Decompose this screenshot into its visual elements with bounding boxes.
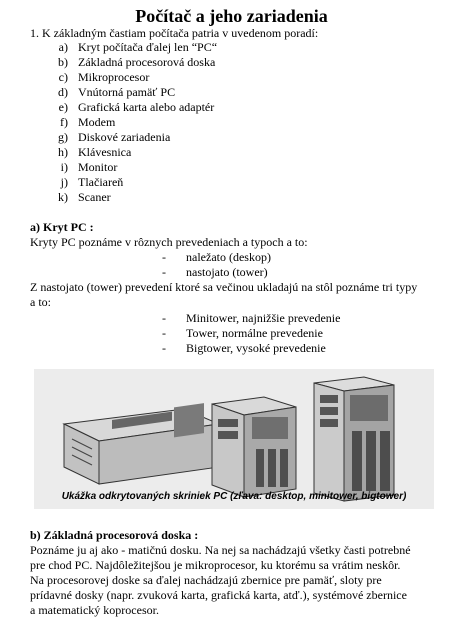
pc-cases-illustration — [34, 369, 434, 509]
list-item: i) Monitor — [60, 160, 118, 174]
list-item: f) Modem — [60, 115, 116, 129]
section-a-paragraph: a to: — [30, 295, 51, 309]
list-item: d) Vnútorná pamäť PC — [58, 85, 176, 99]
section-a-heading: a) Kryt PC : — [30, 220, 94, 234]
list-item: c) Mikroprocesor — [58, 70, 150, 84]
figure-caption: Ukážka odkrytovaných skriniek PC (zľava: desktop, minitower, bigtower) — [61, 491, 407, 502]
list-item: b) Základná procesorová doska — [58, 55, 216, 69]
section-a-paragraph: Z nastojato (tower) prevedení ktoré sa večinou ukladajú na stôl poznáme tri typy — [30, 280, 418, 294]
intro-text: 1. K základným častiam počítača patria v uvedenom poradí: — [30, 26, 319, 40]
list-item: k) Scaner — [58, 190, 111, 204]
list-item: - Tower, normálne prevedenie — [162, 326, 323, 340]
section-b-line: Na procesorovej doske sa ďalej nachádzajú zbernice pre pamäť, sloty pre — [30, 573, 382, 587]
section-b-line: Poznáme ju aj ako - matičnú dosku. Na nej sa nachádzajú všetky časti potrebné — [30, 543, 411, 557]
list-item: a) Kryt počítača ďalej len “PC“ — [58, 40, 218, 54]
list-item: - naležato (deskop) — [162, 250, 271, 264]
page-title: Počítač a jeho zariadenia — [135, 6, 328, 26]
section-b-line: pre chod PC. Najdôležitejšou je mikroprocesor, ku ktorému sa vrátim neskôr. — [30, 558, 401, 572]
list-item: j) Tlačiareň — [60, 175, 124, 189]
section-a-paragraph: Kryty PC poznáme v rôznych prevedeniach a typoch a to: — [30, 235, 308, 249]
section-b-line: a matematický koprocesor. — [30, 603, 159, 617]
bigtower-case-image — [314, 377, 394, 501]
list-item: - Bigtower, vysoké prevedenie — [162, 341, 326, 355]
list-item: - nastojato (tower) — [162, 265, 268, 279]
list-item: e) Grafická karta alebo adaptér — [58, 100, 215, 114]
minitower-case-image — [212, 397, 296, 497]
list-item: g) Diskové zariadenia — [58, 130, 171, 144]
section-b-line: prídavné dosky (napr. zvuková karta, grafická karta, atď.), systémové zbernice — [30, 588, 407, 602]
section-b-heading: b) Základná procesorová doska : — [30, 528, 199, 542]
list-item: h) Klávesnica — [58, 145, 132, 159]
list-item: - Minitower, najnižšie prevedenie — [162, 311, 341, 325]
